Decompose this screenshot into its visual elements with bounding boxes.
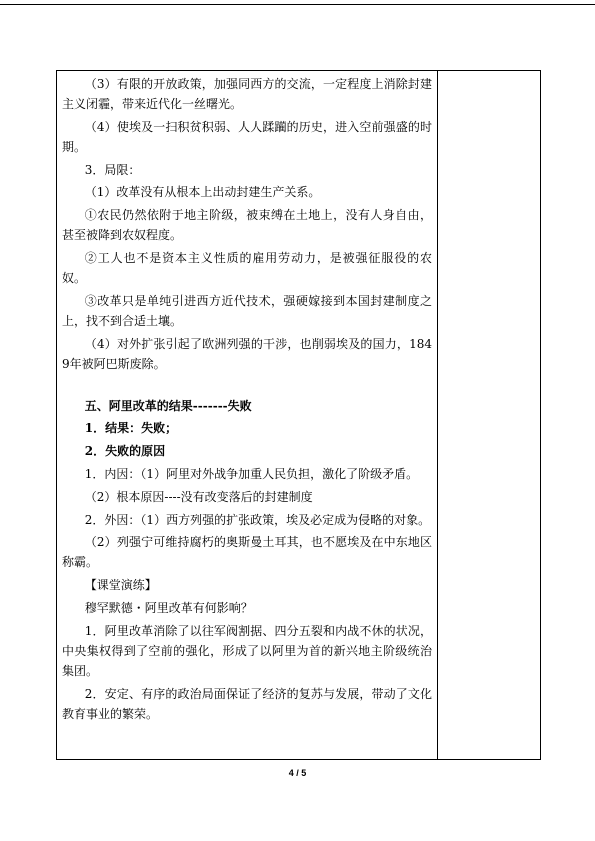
- paragraph: （4）对外扩张引起了欧洲列强的干涉，也削弱埃及的国力，1849年被阿巴斯废除。: [62, 336, 432, 371]
- paragraph: 2．失败的原因: [84, 444, 166, 459]
- paragraph: 3．局限：: [84, 162, 141, 177]
- paragraph: 穆罕默德・阿里改革有何影响？: [84, 600, 253, 615]
- paragraph: 2．安定、有序的政治局面保证了经济的复苏与发展，带动了文化教育事业的繁荣。: [62, 686, 432, 721]
- paragraph: 【课堂演练】: [84, 578, 157, 593]
- paragraph: ①农民仍然依附于地主阶级，被束缚在土地上，没有人身自由，甚至被降到农奴程度。: [62, 208, 432, 243]
- paragraph: （2）列强宁可维持腐朽的奥斯曼土耳其，也不愿埃及在中东地区称霸。: [62, 535, 432, 570]
- lesson-content-cell: [62, 74, 432, 726]
- paragraph: （1）改革没有从根本上出动封建生产关系。: [84, 185, 321, 200]
- paragraph: ③改革只是单纯引进西方近代技术，强硬嫁接到本国封建制度之上，找不到合适土壤。: [62, 293, 432, 328]
- header-rule: [0, 4, 595, 5]
- paragraph: 五、阿里改革的结果-------失败: [84, 398, 252, 413]
- paragraph: （3）有限的开放政策，加强同西方的交流，一定程度上消除封建主义闭霾，带来近代化一丝曙光。: [62, 77, 432, 111]
- paragraph: 1．阿里改革消除了以往军阀割据、四分五裂和内战不休的状况，中央集权得到了空前的强化，形成了以阿里为首的新兴地主阶级统治集团。: [62, 623, 432, 678]
- paragraph: 1．内因：（1）阿里对外战争加重人民负担，激化了阶级矛盾。: [84, 466, 419, 481]
- table-column-divider: [437, 70, 438, 760]
- paragraph: （4）使埃及一扫积贫积弱、人人蹂躏的历史，进入空前强盛的时期。: [62, 119, 432, 154]
- paragraph: 1．结果：失败；: [84, 421, 178, 436]
- paragraph: （2）根本原因----没有改变落后的封建制度: [84, 489, 313, 504]
- paragraph: ②工人也不是资本主义性质的雇用劳动力，是被强征服役的农奴。: [62, 250, 432, 285]
- page-number: 4 / 5: [288, 768, 307, 778]
- paragraph: 2．外因：（1）西方列强的扩张政策，埃及必定成为侵略的对象。: [84, 512, 431, 527]
